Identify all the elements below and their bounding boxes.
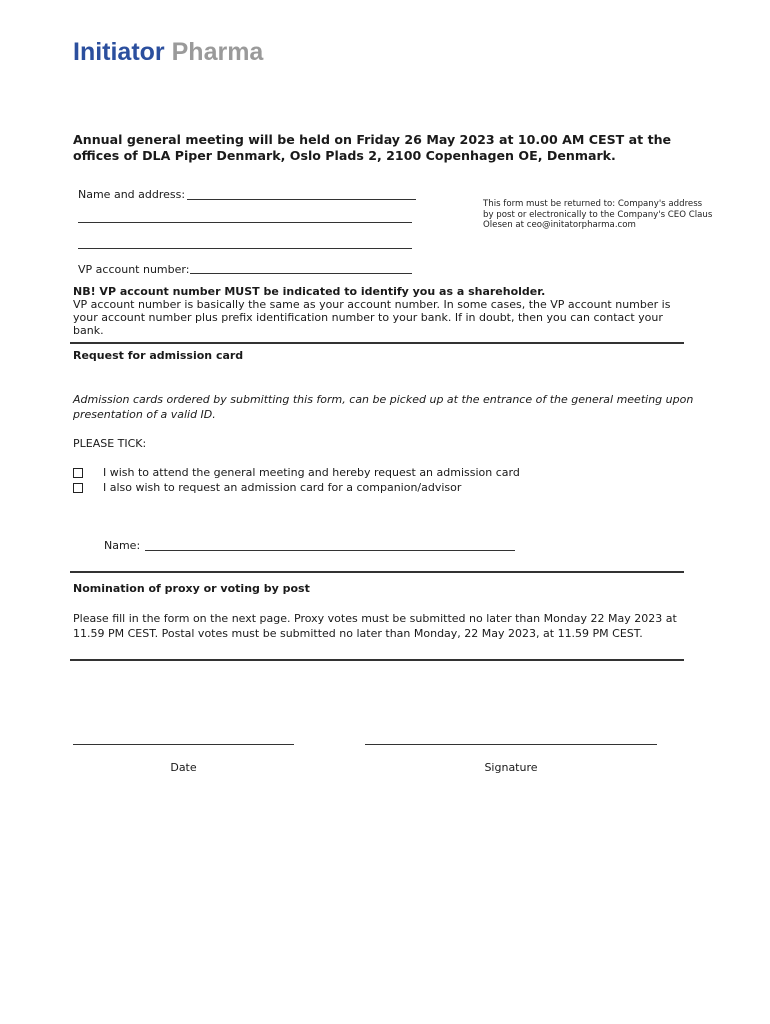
proxy-section-title: Nomination of proxy or voting by post <box>73 582 310 595</box>
section-divider <box>70 342 684 344</box>
date-label: Date <box>170 761 197 774</box>
proxy-instructions: Please fill in the form on the next page. Proxy votes must be submitted no later than Monday 22 May 2023 at 11.59 PM CEST. Postal votes must be submitted no later than Monday, 22 May 2023, at 11.59 PM CEST. <box>73 612 677 640</box>
admission-section-title: Request for admission card <box>73 349 244 362</box>
name-address-line-3[interactable] <box>78 248 412 249</box>
companion-checkbox[interactable] <box>73 483 83 493</box>
vp-account-line[interactable] <box>190 273 412 274</box>
meeting-announcement: Annual general meeting will be held on Friday 26 May 2023 at 10.00 AM CEST at the offices of DLA Piper Denmark, Oslo Plads 2, 2100 Copenhagen OE, Denmark. <box>73 132 672 163</box>
return-instructions: This form must be returned to: Company's address by post or electronically to the Company's CEO Claus Olesen at ceo@initatorpharma.com <box>483 199 713 230</box>
signature-line[interactable] <box>365 744 657 745</box>
vp-account-notice <box>73 285 693 337</box>
logo-primary-text: Initiator <box>73 38 165 66</box>
companion-option[interactable] <box>73 481 461 494</box>
attend-option[interactable] <box>73 466 520 479</box>
vp-account-notice-text: VP account number is basically the same as your account number. In some cases, the VP account number is your account number plus prefix identification number to your bank. If in doubt, then you can contact your bank. <box>73 298 671 337</box>
attend-checkbox[interactable] <box>73 468 83 478</box>
section-divider <box>70 571 684 573</box>
admission-info-text: Admission cards ordered by submitting this form, can be picked up at the entrance of the general meeting upon presentation of a valid ID. <box>73 393 694 421</box>
company-logo <box>73 38 263 67</box>
section-divider <box>70 659 684 661</box>
please-tick-label: PLEASE TICK: <box>73 437 147 450</box>
signature-label: Signature <box>484 761 538 774</box>
companion-option-label: I also wish to request an admission card for a companion/advisor <box>103 481 462 494</box>
name-address-label: Name and address: <box>78 188 186 201</box>
logo-secondary-text: Pharma <box>171 38 264 66</box>
name-address-line-1[interactable] <box>187 199 416 200</box>
date-line[interactable] <box>73 744 294 745</box>
attend-option-label: I wish to attend the general meeting and hereby request an admission card <box>103 466 520 479</box>
admission-name-line[interactable] <box>145 550 515 551</box>
vp-account-label: VP account number: <box>78 263 190 276</box>
name-address-line-2[interactable] <box>78 222 412 223</box>
admission-name-label: Name: <box>104 539 141 552</box>
vp-account-notice-bold: NB! VP account number MUST be indicated to identify you as a shareholder. <box>73 285 546 298</box>
